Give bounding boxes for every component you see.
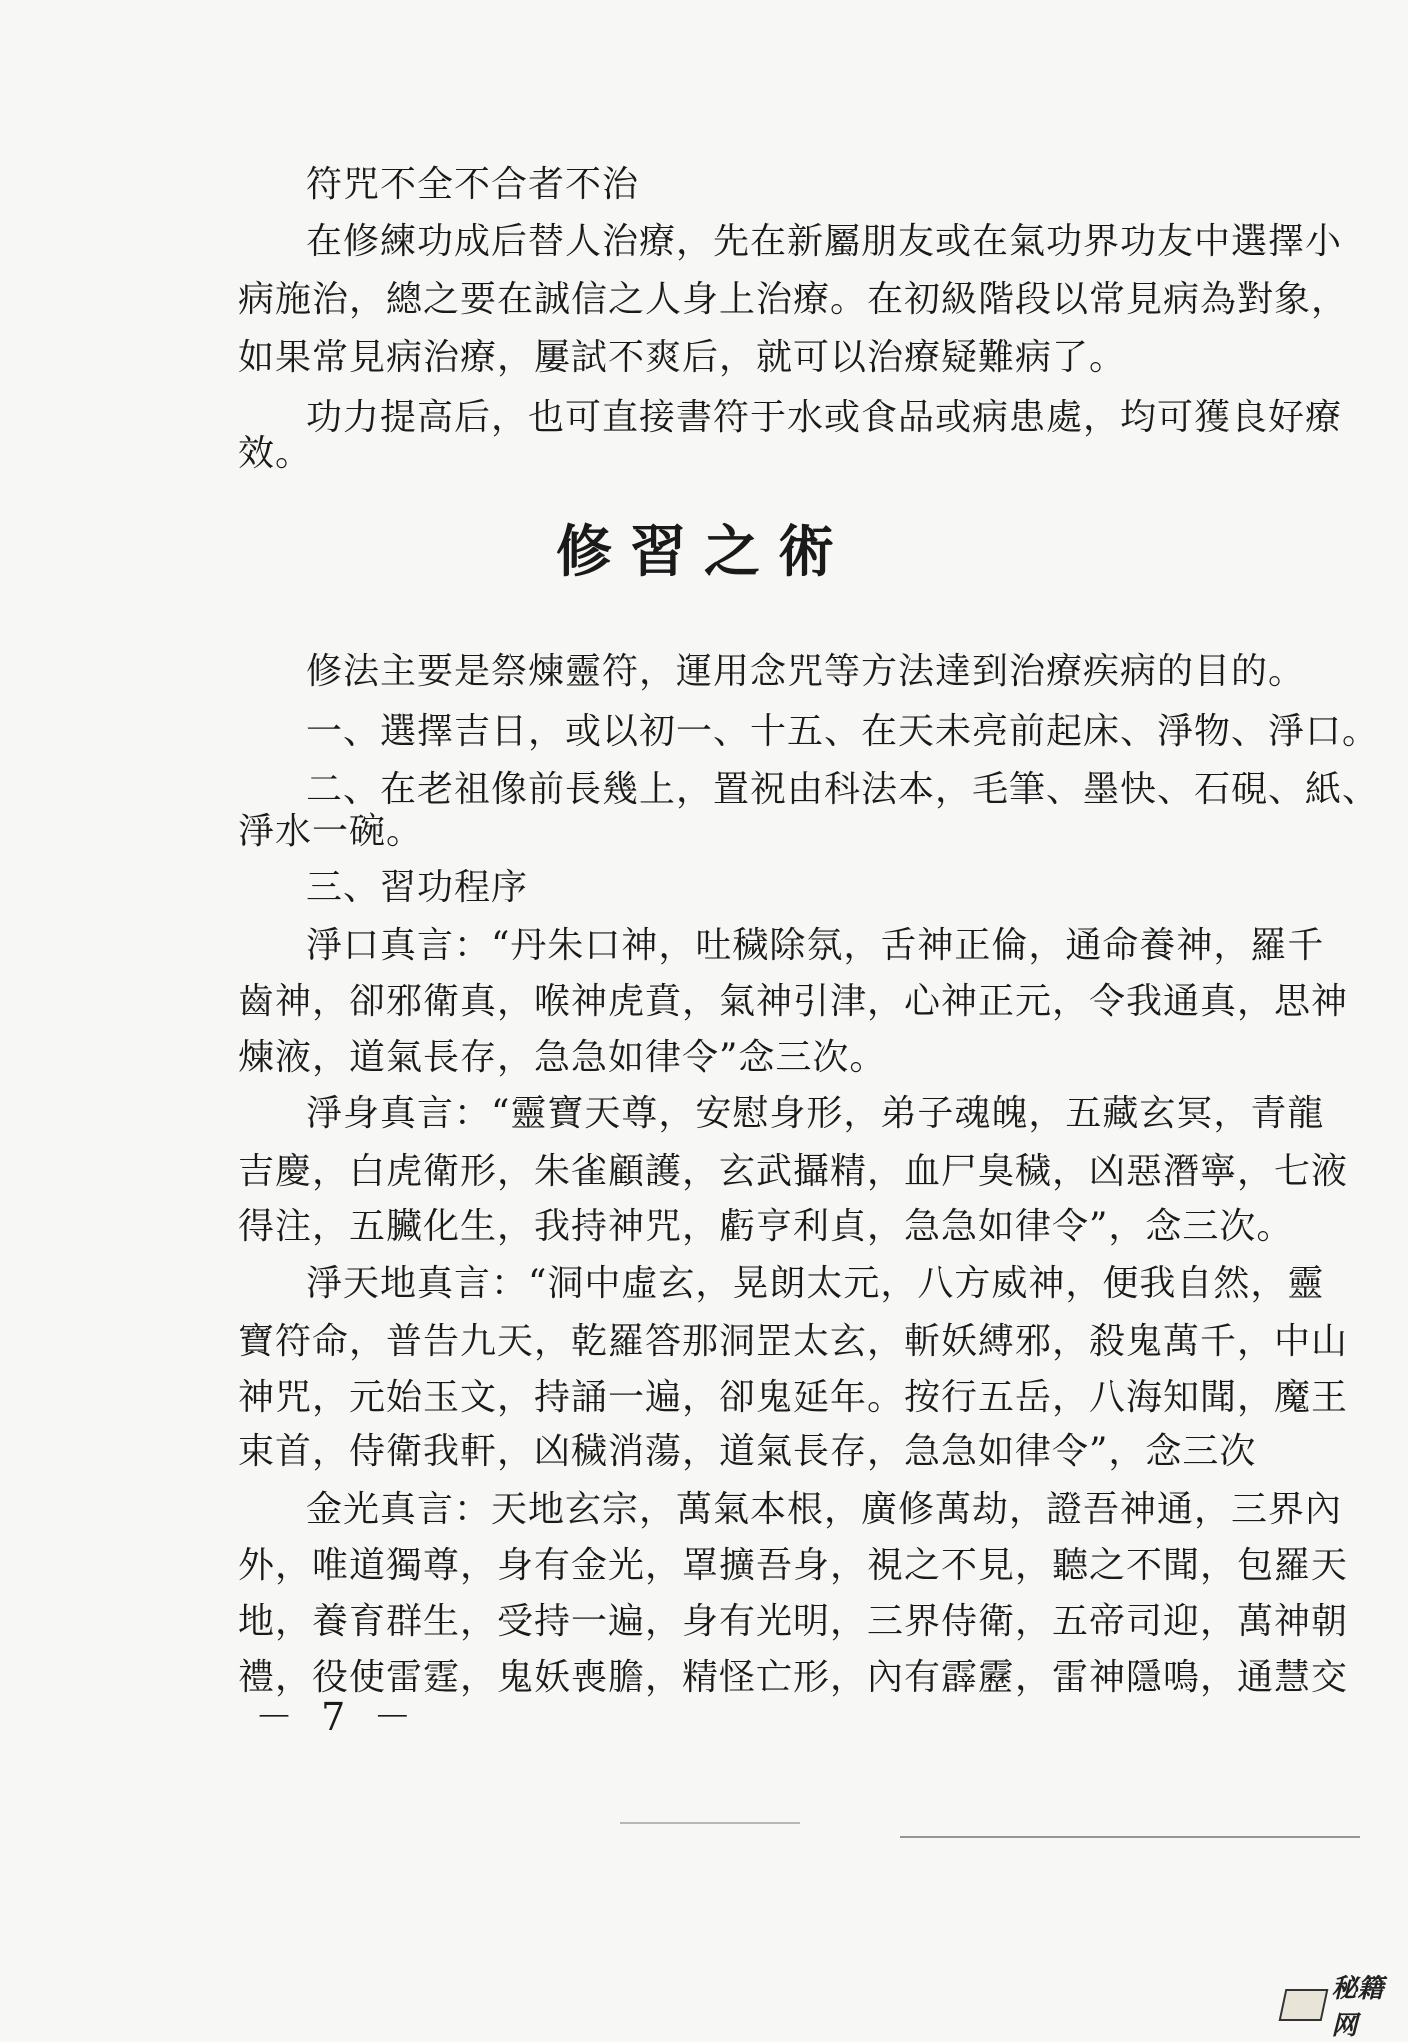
text-line: 符咒不全不合者不治 [306, 164, 640, 205]
scan-rule [900, 1836, 1360, 1838]
text-line: 淨水一碗。 [238, 811, 424, 852]
text-line: 得注，五臟化生，我持神咒，虧亨利貞，急急如律令”，念三次。 [238, 1206, 1294, 1247]
text-line: 寶符命，普告九天，乾羅答那洞罡太玄，斬妖縛邪，殺鬼萬千，中山 [238, 1321, 1349, 1362]
text-line: 效。 [238, 433, 313, 474]
text-line: 修法主要是祭煉靈符，運用念咒等方法達到治療疾病的目的。 [306, 651, 1306, 692]
text-line: 一、選擇吉日，或以初一、十五、在天未亮前起床、淨物、淨口。 [306, 711, 1380, 752]
text-line: 病施治，總之要在誠信之人身上治療。在初級階段以常見病為對象， [238, 279, 1349, 320]
text-line: 外，唯道獨尊，身有金光，罩擴吾身，視之不見，聽之不聞，包羅天 [238, 1545, 1349, 1586]
book-icon [1279, 1989, 1329, 2021]
text-line: 功力提高后，也可直接書符于水或食品或病患處，均可獲良好療 [306, 397, 1343, 438]
text-line: 束首，侍衛我軒，凶穢消蕩，道氣長存，急急如律令”，念三次 [238, 1431, 1257, 1472]
text-line: 齒神，卻邪衛真，喉神虎賁，氣神引津，心神正元，令我通真，思神 [238, 981, 1349, 1022]
text-line: 淨天地真言：“洞中虛玄，晃朗太元，八方威神，便我自然，靈 [306, 1263, 1325, 1304]
section-heading: 修習之術 [556, 520, 852, 585]
text-line: 神咒，元始玉文，持誦一遍，卻鬼延年。按行五岳，八海知聞，魔王 [238, 1377, 1349, 1418]
text-line: 二、在老祖像前長幾上，置祝由科法本，毛筆、墨快、石硯、紙、 [306, 769, 1380, 810]
text-line: 淨身真言：“靈寶天尊，安慰身形，弟子魂魄，五藏玄冥，青龍 [306, 1093, 1325, 1134]
text-line: 在修練功成后替人治療，先在新屬朋友或在氣功界功友中選擇小 [306, 221, 1343, 262]
watermark-text: 秘籍网 [1331, 1974, 1384, 2041]
page-number: － 7 － [255, 1695, 420, 1739]
text-line: 三、習功程序 [306, 867, 529, 908]
text-line: 淨口真言：“丹朱口神，吐穢除氛，舌神正倫，通命養神，羅千 [306, 925, 1325, 966]
text-line: 地，養育群生，受持一遍，身有光明，三界侍衛，五帝司迎，萬神朝 [238, 1601, 1349, 1642]
scan-mark [620, 1822, 800, 1824]
text-line: 金光真言：天地玄宗，萬氣本根，廣修萬劫，證吾神通，三界內 [306, 1489, 1343, 1530]
text-line: 煉液，道氣長存，急急如律令”念三次。 [238, 1037, 887, 1078]
watermark-logo [1282, 1968, 1408, 2042]
text-line: 吉慶，白虎衛形，朱雀顧護，玄武攝精，血尸臭穢，凶惡潛寧，七液 [238, 1151, 1349, 1192]
text-line: 如果常見病治療，屢試不爽后，就可以治療疑難病了。 [238, 337, 1127, 378]
text-line: 禮，役使雷霆，鬼妖喪膽，精怪亡形，內有霹靂，雷神隱鳴，通慧交 [238, 1657, 1349, 1698]
